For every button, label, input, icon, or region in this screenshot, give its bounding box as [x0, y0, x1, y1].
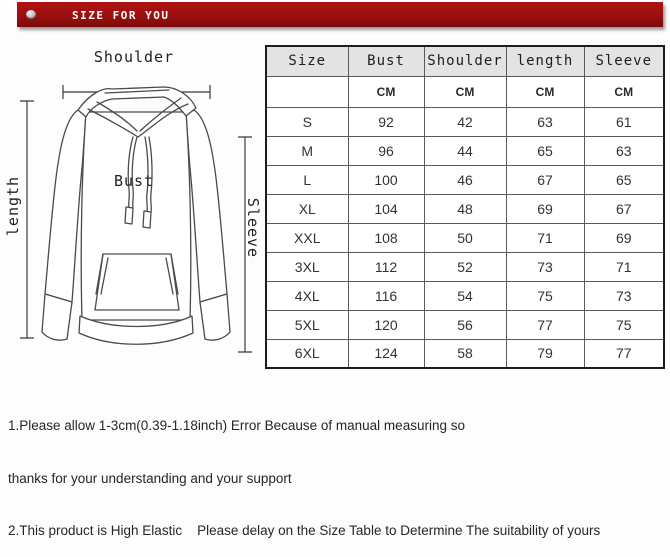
hoodie-line-art: [0, 38, 268, 382]
measurement-cell: 104: [348, 194, 424, 223]
size-table-header-cell: Size: [266, 46, 348, 76]
measurement-cell: 116: [348, 281, 424, 310]
size-table-body: [266, 76, 664, 368]
measurement-cell: 124: [348, 339, 424, 368]
length-label: length: [4, 175, 22, 237]
measurement-cell: 48: [424, 194, 506, 223]
measurement-cell: 71: [584, 252, 664, 281]
size-table-units-cell: CM: [424, 76, 506, 107]
measurement-cell: 79: [506, 339, 584, 368]
measurement-cell: 120: [348, 310, 424, 339]
measurement-cell: 75: [584, 310, 664, 339]
size-cell: S: [266, 107, 348, 136]
measurement-cell: 96: [348, 136, 424, 165]
size-table: [265, 45, 665, 369]
note-line-1: 1.Please allow 1-3cm(0.39-1.18inch) Error Because of manual measuring so: [8, 418, 465, 433]
size-cell: 3XL: [266, 252, 348, 281]
left-aglet: [125, 207, 133, 224]
banner-title: SIZE FOR YOU: [72, 9, 170, 22]
size-table-units-cell: CM: [348, 76, 424, 107]
right-sleeve: [186, 110, 227, 302]
size-table-row: [266, 107, 664, 136]
size-cell: XXL: [266, 223, 348, 252]
note-line-2: thanks for your understanding and your support: [8, 470, 292, 486]
size-table-row: [266, 339, 664, 368]
left-sleeve: [45, 110, 86, 302]
measurement-cell: 67: [584, 194, 664, 223]
size-cell: L: [266, 165, 348, 194]
size-cell: 4XL: [266, 281, 348, 310]
size-table-header-cell: Sleeve: [584, 46, 664, 76]
footnotes: [8, 382, 663, 557]
size-cell: 5XL: [266, 310, 348, 339]
hoodie-measure-diagram: [0, 38, 268, 382]
measurement-cell: 67: [506, 165, 584, 194]
note-line-3: 2.This product is High Elastic Please delay on the Size Table to Determine The suitability of yours: [8, 523, 601, 538]
bust-label: Bust: [113, 172, 155, 190]
measurement-cell: 65: [506, 136, 584, 165]
measurement-cell: 42: [424, 107, 506, 136]
left-cuff: [42, 294, 72, 340]
measurement-cell: 69: [506, 194, 584, 223]
measurement-cell: 58: [424, 339, 506, 368]
measurement-cell: 73: [584, 281, 664, 310]
size-cell: 6XL: [266, 339, 348, 368]
size-table-row: [266, 252, 664, 281]
right-aglet: [143, 211, 151, 228]
hoodie-sketch: [42, 87, 230, 344]
size-table-container: [265, 45, 665, 369]
measurement-cell: 54: [424, 281, 506, 310]
size-cell: M: [266, 136, 348, 165]
size-table-units-cell: CM: [506, 76, 584, 107]
measurement-cell: 63: [506, 107, 584, 136]
length-measure-line: [20, 101, 34, 338]
measurement-cell: 73: [506, 252, 584, 281]
size-table-row: [266, 194, 664, 223]
measurement-cell: 56: [424, 310, 506, 339]
measurement-cell: 77: [506, 310, 584, 339]
size-table-row: [266, 310, 664, 339]
size-table-row: [266, 223, 664, 252]
grommet-icon: [26, 10, 36, 19]
size-table-header-cell: length: [506, 46, 584, 76]
size-table-row: [266, 165, 664, 194]
size-table-units-cell: CM: [584, 76, 664, 107]
measurement-cell: 92: [348, 107, 424, 136]
measurement-cell: 100: [348, 165, 424, 194]
measurement-cell: 46: [424, 165, 506, 194]
size-table-units-row: [266, 76, 664, 107]
measurement-cell: 108: [348, 223, 424, 252]
measurement-cell: 71: [506, 223, 584, 252]
measurement-cell: 63: [584, 136, 664, 165]
size-table-row: [266, 136, 664, 165]
size-table-units-cell: [266, 76, 348, 107]
measurement-cell: 75: [506, 281, 584, 310]
size-table-header-cell: Bust: [348, 46, 424, 76]
size-table-row: [266, 281, 664, 310]
measurement-cell: 69: [584, 223, 664, 252]
size-cell: XL: [266, 194, 348, 223]
measurement-cell: 77: [584, 339, 664, 368]
measurement-cell: 44: [424, 136, 506, 165]
title-banner: [17, 2, 663, 27]
measurement-cell: 52: [424, 252, 506, 281]
measurement-cell: 50: [424, 223, 506, 252]
measurement-cell: 61: [584, 107, 664, 136]
size-table-header-cell: Shoulder: [424, 46, 506, 76]
right-cuff: [200, 294, 230, 340]
size-table-header-row: [266, 46, 664, 76]
measurement-cell: 65: [584, 165, 664, 194]
shoulder-label: Shoulder: [93, 48, 175, 66]
measurement-cell: 112: [348, 252, 424, 281]
sleeve-label: Sleeve: [244, 197, 262, 259]
